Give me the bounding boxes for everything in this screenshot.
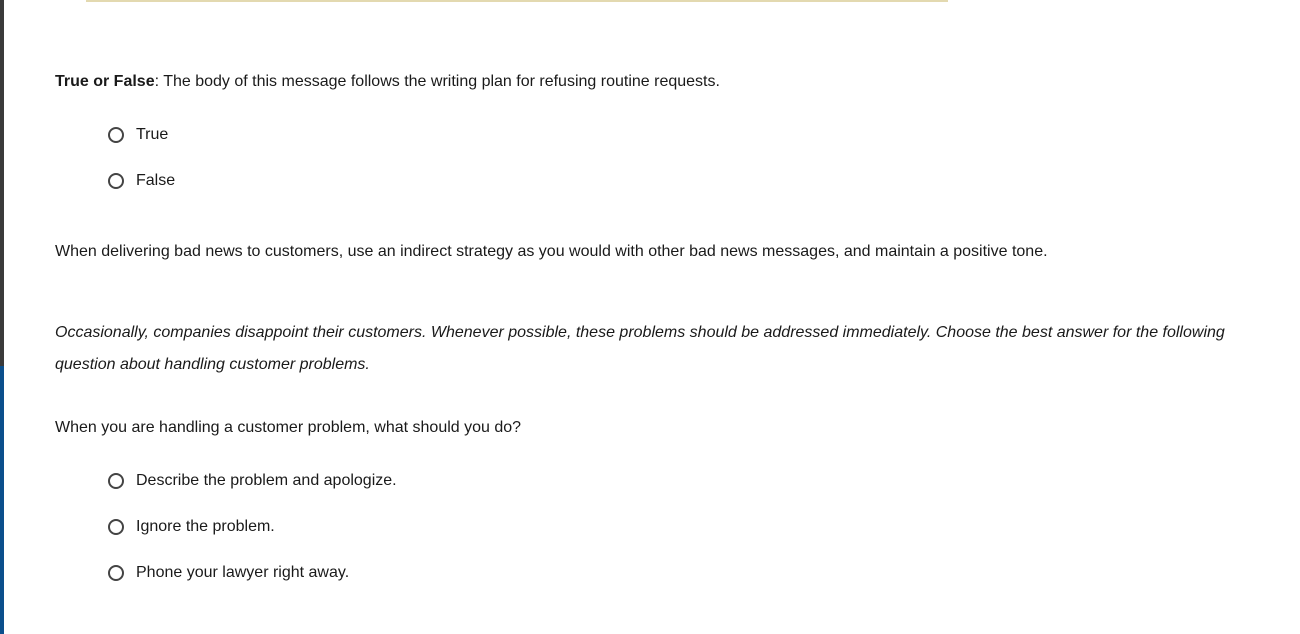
option-label: Ignore the problem.: [136, 518, 275, 535]
top-divider: [86, 0, 948, 2]
left-accent-rail: [0, 0, 4, 634]
left-accent-rail-highlight: [0, 366, 4, 634]
option-label: Phone your lawyer right away.: [136, 564, 350, 581]
question-2-option-lawyer[interactable]: [108, 562, 349, 584]
question-1-text: : The body of this message follows the writing plan for refusing routine requests.: [154, 73, 720, 90]
radio-button-icon[interactable]: [108, 519, 124, 535]
question-1-option-false[interactable]: [108, 170, 175, 192]
question-1-option-true[interactable]: [108, 124, 168, 146]
question-2-option-ignore[interactable]: [108, 516, 275, 538]
radio-button-icon[interactable]: [108, 173, 124, 189]
question-2-prompt: When you are handling a customer problem, what should you do?: [55, 419, 522, 436]
guidance-statement: When delivering bad news to customers, use an indirect strategy as you would with other bad news messages, and maintain a positive tone.: [55, 243, 1048, 260]
question-1-prompt: [55, 72, 720, 92]
option-label: True: [136, 126, 169, 143]
radio-button-icon[interactable]: [108, 127, 124, 143]
option-label: False: [136, 172, 176, 189]
question-1-prefix: True or False: [55, 73, 155, 90]
radio-button-icon[interactable]: [108, 565, 124, 581]
option-label: Describe the problem and apologize.: [136, 472, 397, 489]
scenario-text: Occasionally, companies disappoint their customers. Whenever possible, these problems should be addressed immediately. Choose the best answer for the following question about handling customer problems.: [55, 324, 1225, 373]
question-2-option-describe[interactable]: [108, 470, 397, 492]
radio-button-icon[interactable]: [108, 473, 124, 489]
